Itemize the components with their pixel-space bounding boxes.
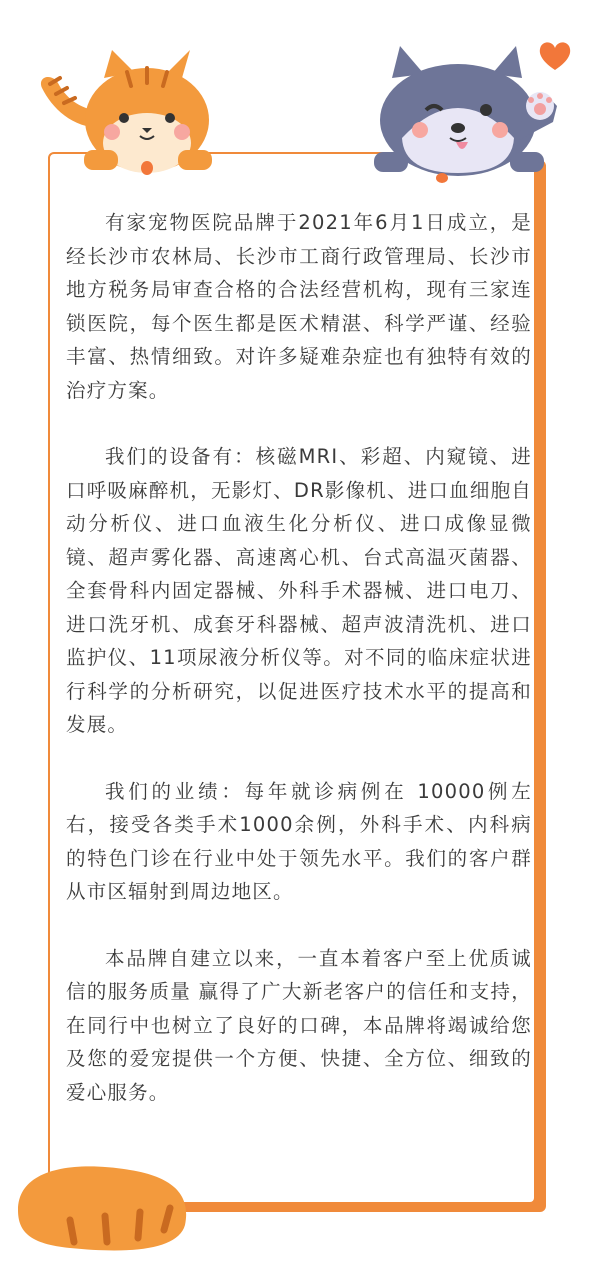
- paragraph-achievements: 我们的业绩：每年就诊病例在 10000例左右，接受各类手术1000余例，外科手术、内科病的特色门诊在行业中处于领先水平。我们的客户群从市区辐射到周边地区。: [66, 779, 532, 903]
- cat-illustration: [32, 48, 232, 178]
- cat-tail-illustration: [10, 1150, 200, 1260]
- paragraph-commitment: 本品牌自建立以来，一直本着客户至上优质诚信的服务质量 赢得了广大新老客户的信任和支持，在同行中也树立了良好的口碑，本品牌将竭诚给您及您的爱宠提供一个方便、快捷、全方位、细致的爱心服务。: [66, 946, 532, 1104]
- article-body: [66, 206, 532, 1142]
- heart-icon: [538, 40, 572, 72]
- paw-icon: [515, 82, 565, 142]
- paragraph-equipment: 我们的设备有：核磁MRI、彩超、内窥镜、进口呼吸麻醉机，无影灯、DR影像机、进口血细胞自动分析仪、进口血液生化分析仪、进口成像显微镜、超声雾化器、高速离心机、台式高温灭菌器、全套骨科内固定器械、外科手术器械、进口电刀、进口洗牙机、成套牙科器械、超声波清洗机、进口监护仪、11项尿液分析仪等。对不同的临床症状进行科学的分析研究，以促进医疗技术水平的提高和发展。: [66, 445, 532, 736]
- paragraph-intro: 有家宠物医院品牌于2021年6月1日成立，是经长沙市农林局、长沙市工商行政管理局、长沙市地方税务局审查合格的合法经营机构，现有三家连锁医院，每个医生都是医术精湛、科学严谨、经验丰富、热情细致。对许多疑难杂症也有独特有效的治疗方案。: [66, 211, 532, 402]
